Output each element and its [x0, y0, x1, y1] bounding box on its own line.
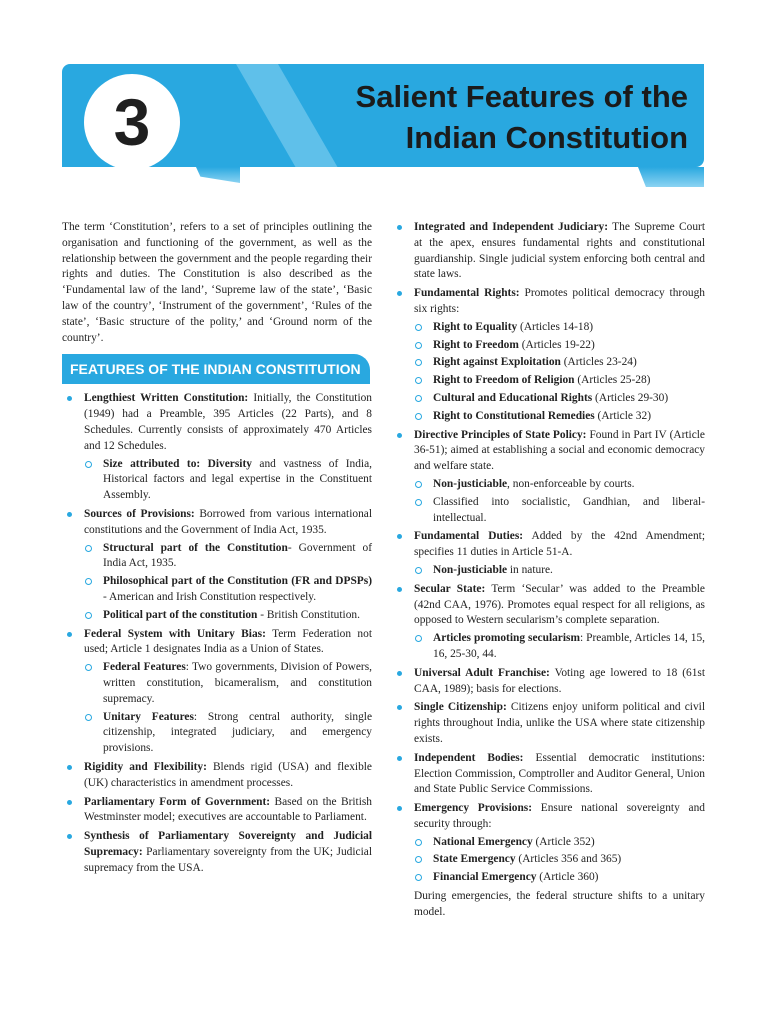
sub-item — [414, 409, 705, 425]
sub-text: - American and Irish Constitution respectively. — [103, 590, 317, 603]
sub-text: in nature. — [507, 563, 553, 576]
feature-label: Universal Adult Franchise: — [414, 666, 550, 679]
sub-item — [414, 835, 705, 851]
feature-item — [392, 220, 705, 283]
sub-item — [414, 870, 705, 886]
sub-item — [84, 710, 372, 757]
feature-text: Ensure national sovereignty and security through: — [414, 802, 705, 830]
left-column — [62, 220, 372, 879]
sub-item — [84, 608, 372, 624]
sub-item — [414, 852, 705, 868]
page-title-line-1: Salient Features of the — [355, 79, 688, 114]
sub-text: (Articles 19-22) — [518, 338, 595, 351]
feature-label: Synthesis of Parliamentary Sovereignty and Judicial Supremacy: — [84, 830, 372, 858]
feature-item — [62, 795, 372, 827]
sub-label: Right to Equality — [433, 320, 518, 333]
sub-list — [414, 477, 705, 526]
feature-item — [62, 829, 372, 876]
feature-text: Parliamentary sovereignty from the UK; Judicial supremacy from the USA. — [84, 845, 372, 874]
page-title-line-2: Indian Constitution — [405, 120, 688, 155]
feature-item — [392, 700, 705, 747]
sub-label: Articles promoting secularism — [433, 632, 580, 645]
right-column — [392, 220, 705, 921]
sub-item — [84, 457, 372, 504]
sub-label: Federal Features — [103, 661, 186, 674]
chapter-number: 3 — [113, 85, 151, 159]
sub-list — [414, 563, 705, 579]
sub-label: Financial Emergency — [433, 871, 537, 884]
sub-text: (Articles 29-30) — [592, 391, 669, 404]
sub-item — [414, 355, 705, 371]
sub-label: Philosophical part of the Constitution (FR and DPSPs) — [103, 575, 372, 588]
feature-label: Federal System with Unitary Bias: — [84, 627, 266, 640]
left-feature-list — [62, 391, 372, 876]
sub-text: Classified into socialistic, Gandhian, and liberal-intellectual. — [433, 495, 705, 524]
sub-text: (Articles 356 and 365) — [515, 853, 622, 866]
feature-item — [392, 286, 705, 424]
sub-text: (Articles 14-18) — [517, 320, 594, 333]
feature-item — [392, 666, 705, 698]
feature-item — [392, 751, 705, 798]
feature-label: Fundamental Duties: — [414, 530, 524, 543]
feature-item — [62, 760, 372, 792]
sub-item — [414, 631, 705, 663]
feature-item — [62, 507, 372, 624]
sub-text: (Article 352) — [532, 835, 595, 848]
sub-text: (Articles 23-24) — [560, 356, 637, 369]
feature-text: Found in Part IV (Article 36-51); aimed at establishing a social and economic democracy and welfare state. — [414, 428, 705, 473]
feature-label: Integrated and Independent Judiciary: — [414, 221, 609, 233]
sub-text: - Government of India Act, 1935. — [103, 541, 372, 570]
sub-item — [84, 574, 372, 606]
page-title — [356, 76, 688, 158]
sub-list — [84, 660, 372, 757]
sub-label: Non-justiciable — [433, 477, 508, 490]
sub-label: Right to Freedom of Religion — [433, 374, 575, 387]
sub-text: : Two governments, Division of Powers, written constitution, bicameralism, and constitution supremacy. — [103, 661, 372, 705]
sub-list — [84, 541, 372, 624]
feature-item — [392, 428, 705, 527]
feature-item — [392, 529, 705, 578]
feature-label: Sources of Provisions: — [84, 507, 195, 520]
feature-text: Voting age lowered to 18 (61st CAA, 1989); basis for elections. — [414, 666, 705, 695]
feature-item — [62, 627, 372, 757]
intro-paragraph: The term ‘Constitution’, refers to a set of principles outlining the organisation and functioning of the government, as well as the relationship between the government and the people regarding their rights and duties. The Constitution is also described as the ‘Fundamental law of the land’, ‘Supreme law of the state’, ‘Basic law of the country’, ‘Instrument of the government’, ‘Rules of the state’, ‘Basic structure of the polity,’ and ‘Ground norm of the country’. — [62, 221, 372, 344]
feature-text: Added by the 42nd Amendment; specifies 11 duties in Article 51-A. — [414, 530, 705, 559]
sub-text: and vastness of India, Historical factors and legal expertise in the Constituent Assembly. — [103, 457, 372, 502]
sub-label: Right against Exploitation — [433, 356, 561, 369]
sub-label: Structural part of the Constitution — [103, 541, 288, 554]
banner-ribbon-right — [638, 167, 704, 187]
banner-ribbon-left — [196, 167, 240, 183]
sub-text: , non-enforceable by courts. — [507, 477, 635, 490]
sub-item — [414, 373, 705, 389]
sub-item — [414, 495, 705, 527]
sub-label: Cultural and Educational Rights — [433, 391, 593, 404]
sub-list — [414, 631, 705, 663]
feature-text: The Supreme Court at the apex, ensures fundamental rights and constitutional guardianship. Single judicial system enforcing both central and state laws. — [414, 221, 705, 281]
closing-text: During emergencies, the federal structure shifts to a unitary model. — [414, 890, 705, 918]
feature-item — [62, 391, 372, 504]
feature-label: Lengthiest Written Constitution: — [84, 392, 249, 405]
sub-text: (Article 360) — [536, 871, 599, 884]
chapter-number-badge — [84, 74, 180, 170]
sub-item — [414, 338, 705, 354]
feature-label: Directive Principles of State Policy: — [414, 428, 587, 441]
feature-label: Secular State: — [414, 582, 486, 595]
feature-text: Term Federation not used; Article 1 designates India as a Union of States. — [84, 627, 372, 656]
sub-label: Unitary Features — [103, 710, 194, 723]
sub-label: State Emergency — [433, 853, 516, 866]
feature-item — [392, 582, 705, 663]
sub-text: : Strong central authority, single citizenship, integrated judiciary, and emergency provisions. — [103, 710, 372, 755]
sub-text: - British Constitution. — [257, 608, 360, 621]
feature-text: Term ‘Secular’ was added to the Preamble (42nd CAA, 1976). Promotes equal respect for all religions, as opposed to Western secularism’s complete separation. — [414, 582, 705, 627]
feature-item — [392, 801, 705, 886]
sub-list — [414, 835, 705, 886]
sub-item — [414, 563, 705, 579]
sub-item — [414, 477, 705, 493]
sub-label: Political part of the constitution — [103, 608, 258, 621]
section-heading: FEATURES OF THE INDIAN CONSTITUTION — [62, 354, 370, 384]
sub-label: Size attributed to: Diversity — [103, 457, 252, 470]
sub-label: Non-justiciable — [433, 563, 508, 576]
sub-text: : Preamble, Articles 14, 15, 16, 25-30, 44. — [433, 632, 706, 660]
feature-label: Emergency Provisions: — [414, 802, 533, 815]
feature-text: Promotes political democracy through six rights: — [414, 287, 705, 315]
sub-item — [414, 320, 705, 336]
sub-item — [414, 391, 705, 407]
feature-label: Single Citizenship: — [414, 701, 507, 714]
sub-item — [84, 660, 372, 707]
sub-text: (Article 32) — [594, 409, 651, 422]
sub-label: Right to Freedom — [433, 338, 519, 351]
feature-text: Blends rigid (USA) and flexible (UK) characteristics in amendment processes. — [84, 760, 372, 789]
feature-label: Rigidity and Flexibility: — [84, 760, 207, 773]
sub-list — [414, 320, 705, 425]
feature-label: Independent Bodies: — [414, 751, 524, 764]
sub-label: National Emergency — [433, 835, 533, 848]
feature-text: Essential democratic institutions: Election Commission, Comptroller and Auditor General, Union and State Public Service Commissions. — [414, 751, 705, 796]
right-feature-list — [392, 220, 705, 886]
feature-text: Based on the British Westminster model; executives are accountable to Parliament. — [84, 795, 372, 824]
feature-label: Fundamental Rights: — [414, 287, 520, 300]
feature-text: Citizens enjoy uniform political and civil rights throughout India, unlike the USA where state citizenship exists. — [414, 701, 705, 745]
sub-label: Right to Constitutional Remedies — [433, 409, 595, 422]
sub-text: (Articles 25-28) — [574, 374, 651, 387]
sub-list — [84, 457, 372, 504]
feature-label: Parliamentary Form of Government: — [84, 795, 271, 808]
feature-text: Initially, the Constitution (1949) had a Preamble, 395 Articles (22 Parts), and 8 Schedules. Currently consists of approximately 470 Articles and 12 Schedules. — [84, 392, 372, 452]
sub-item — [84, 541, 372, 573]
feature-text: Borrowed from various international constitutions and the Government of India Act, 1935. — [84, 507, 372, 536]
